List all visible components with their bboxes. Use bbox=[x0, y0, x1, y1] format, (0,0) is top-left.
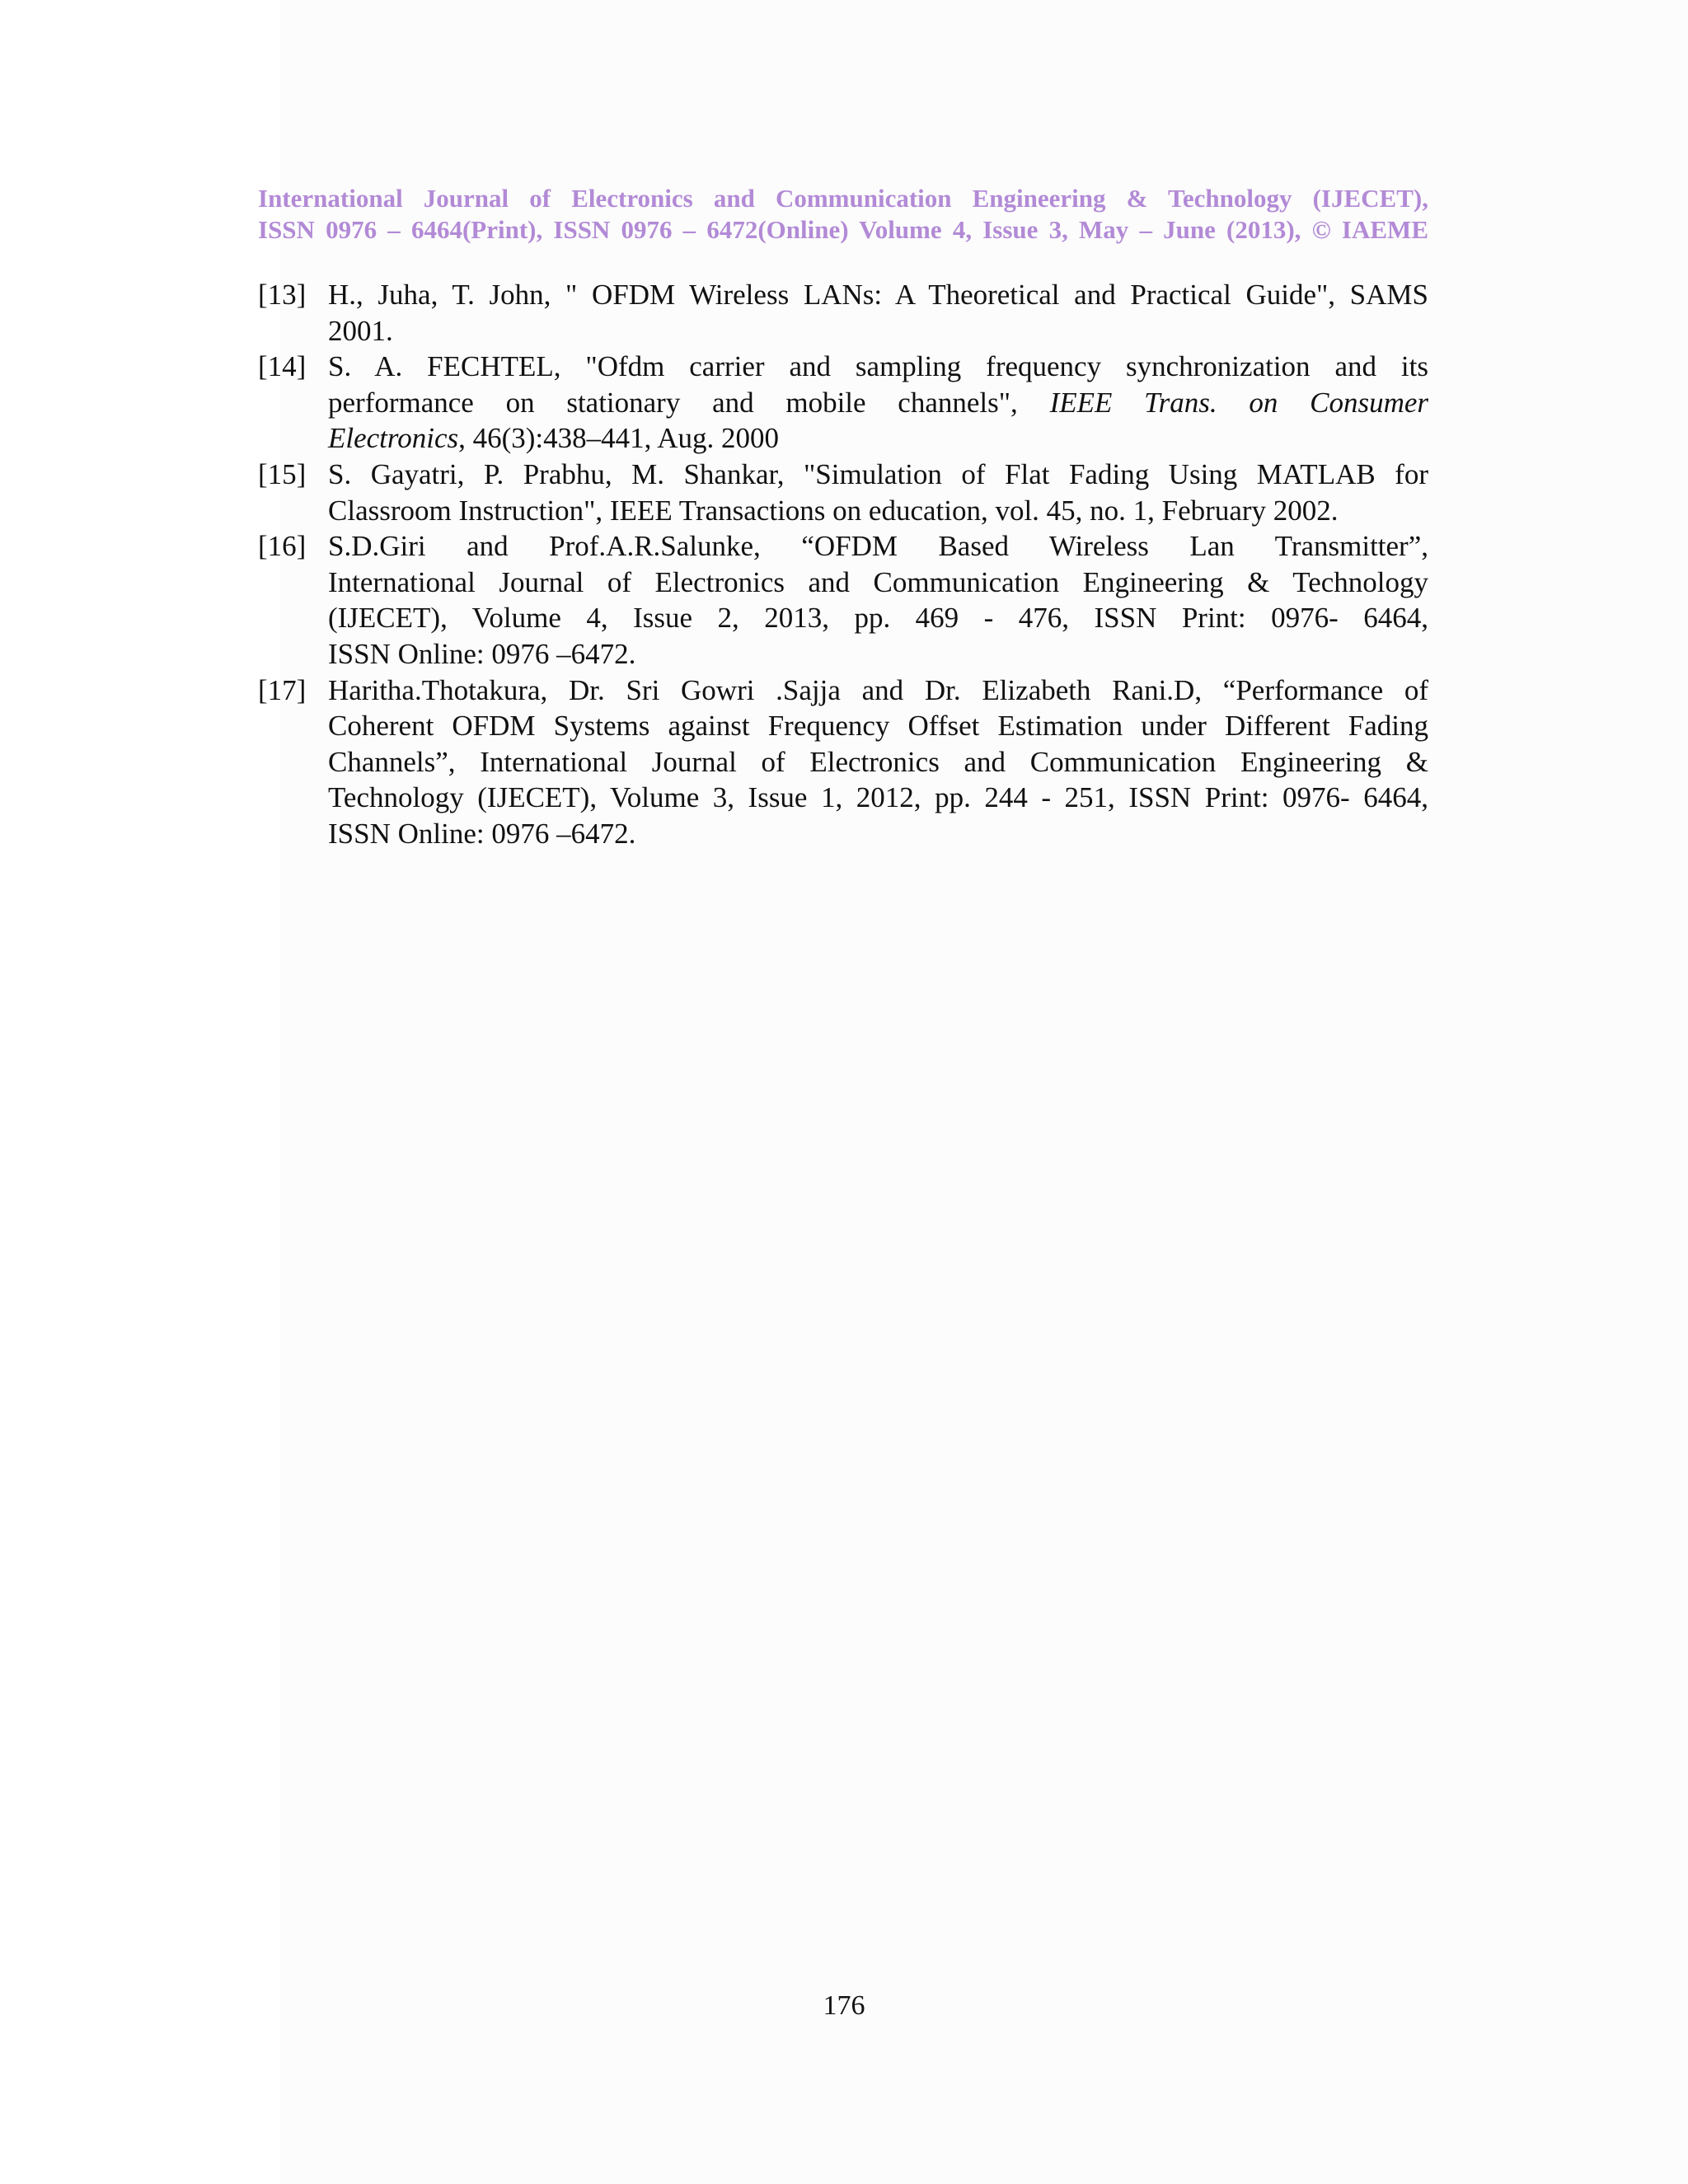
reference-line: International Journal of Electronics and Communication Engineering & Technology bbox=[328, 565, 1428, 598]
reference-text bbox=[328, 277, 1428, 349]
reference-line-text: , 46(3):438–441, Aug. 2000 bbox=[458, 422, 779, 455]
reference-list bbox=[258, 277, 1428, 852]
reference-line: Classroom Instruction", IEEE Transactions on education, vol. 45, no. 1, February 2002. bbox=[328, 494, 1339, 527]
reference-13 bbox=[258, 277, 1428, 349]
reference-line: S. A. FECHTEL, "Ofdm carrier and sampling frequency synchronization and its bbox=[328, 350, 1428, 383]
reference-line: Technology (IJECET), Volume 3, Issue 1, 2012, pp. 244 - 251, ISSN Print: 0976- 6464, bbox=[328, 781, 1428, 814]
reference-17 bbox=[258, 673, 1428, 852]
reference-line: Channels”, International Journal of Electronics and Communication Engineering & bbox=[328, 745, 1428, 778]
reference-line: S. Gayatri, P. Prabhu, M. Shankar, "Simulation of Flat Fading Using MATLAB for bbox=[328, 457, 1428, 490]
reference-line: ISSN Online: 0976 –6472. bbox=[328, 817, 636, 850]
reference-number: [16] bbox=[258, 530, 307, 563]
reference-15 bbox=[258, 457, 1428, 528]
reference-number: [13] bbox=[258, 279, 307, 311]
reference-line: S.D.Giri and Prof.A.R.Salunke, “OFDM Based Wireless Lan Transmitter”, bbox=[328, 530, 1428, 563]
reference-line: Coherent OFDM Systems against Frequency Offset Estimation under Different Fading bbox=[328, 710, 1428, 743]
reference-line: H., Juha, T. John, " OFDM Wireless LANs: A Theoretical and Practical Guide", SAMS bbox=[328, 279, 1428, 311]
reference-text bbox=[328, 349, 1428, 457]
reference-line-text: performance on stationary and mobile channels", bbox=[328, 386, 1018, 419]
journal-header-line-2: ISSN 0976 – 6464(Print), ISSN 0976 – 6472(Online) Volume 4, Issue 3, May – June (2013), © IAEME bbox=[258, 215, 1428, 244]
journal-title-italic: IEEE Trans. on Consumer bbox=[1049, 386, 1429, 419]
reference-number: [14] bbox=[258, 350, 307, 383]
reference-line: Haritha.Thotakura, Dr. Sri Gowri .Sajja and Dr. Elizabeth Rani.D, “Performance of bbox=[328, 673, 1428, 706]
reference-14 bbox=[258, 349, 1428, 457]
reference-line: 2001. bbox=[328, 314, 393, 347]
reference-number: [17] bbox=[258, 673, 307, 706]
reference-text bbox=[328, 673, 1428, 852]
reference-line: (IJECET), Volume 4, Issue 2, 2013, pp. 469 - 476, ISSN Print: 0976- 6464, bbox=[328, 602, 1428, 635]
reference-line: ISSN Online: 0976 –6472. bbox=[328, 637, 636, 670]
reference-number: [15] bbox=[258, 457, 307, 490]
page-number: 176 bbox=[823, 1990, 865, 2021]
reference-text bbox=[328, 528, 1428, 672]
reference-line bbox=[328, 420, 1428, 457]
journal-header-line-1: International Journal of Electronics and Communication Engineering & Technology (IJECET), bbox=[258, 184, 1428, 213]
reference-text bbox=[328, 457, 1428, 528]
journal-title-italic: Electronics bbox=[328, 422, 459, 455]
reference-16 bbox=[258, 528, 1428, 672]
reference-line bbox=[328, 385, 1428, 421]
journal-header bbox=[258, 183, 1428, 246]
